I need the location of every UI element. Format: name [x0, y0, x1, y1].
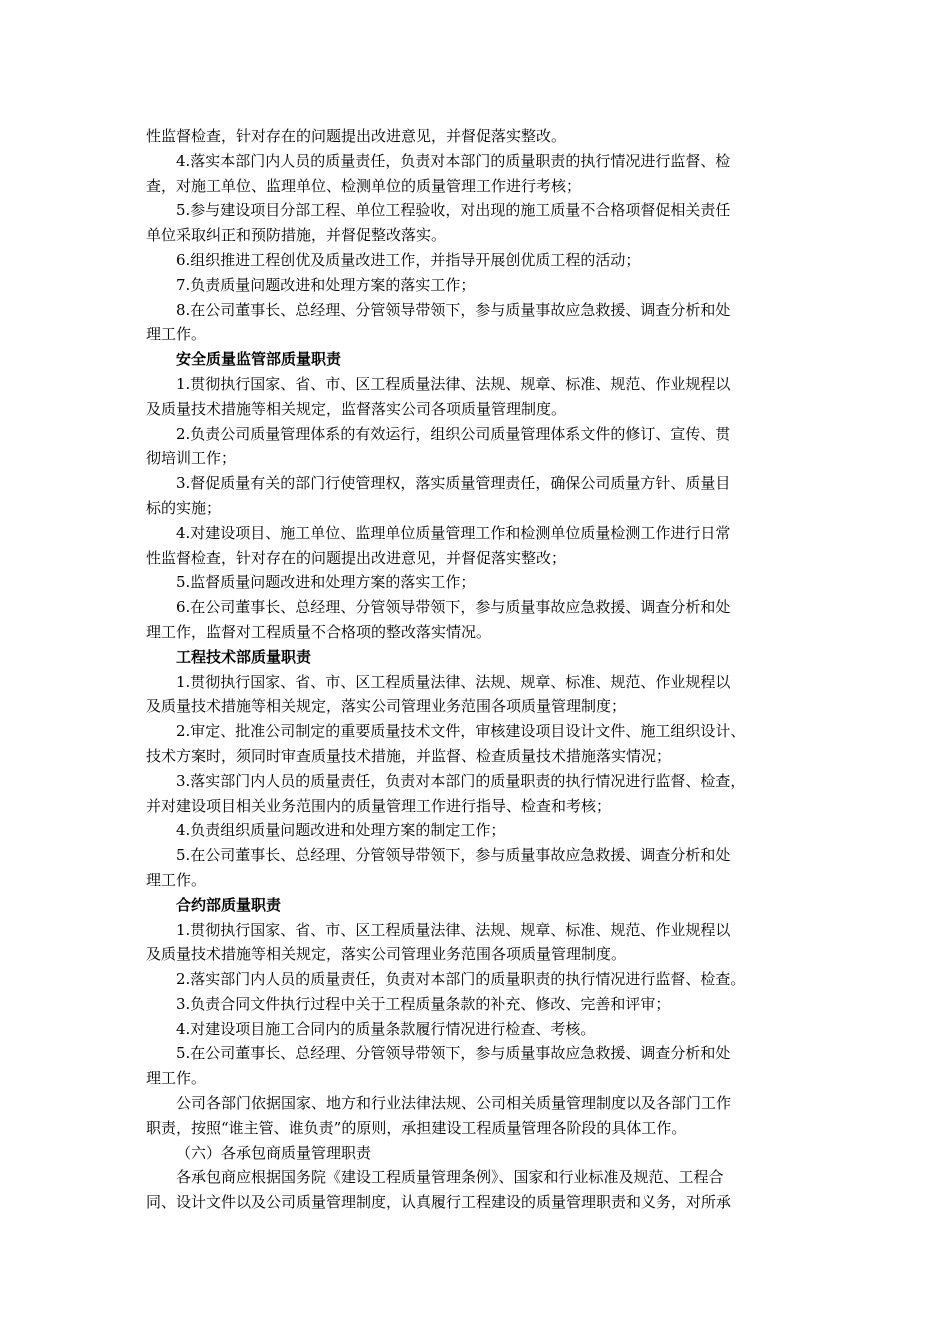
paragraph-line: 3.落实部门内人员的质量责任，负责对本部门的质量职责的执行情况进行监督、检查，: [176, 771, 746, 790]
paragraph-line: 理工作。: [146, 870, 207, 889]
paragraph-line: 彻培训工作；: [146, 449, 237, 468]
paragraph-line: 1.贯彻执行国家、省、市、区工程质量法律、法规、规章、标准、规范、作业规程以: [176, 374, 731, 393]
paragraph-line: 各承包商应根据国务院《建设工程质量管理条例》、国家和行业标准及规范、工程合: [176, 1168, 724, 1187]
section-heading: 合约部质量职责: [176, 895, 282, 914]
paragraph-line: 标的实施；: [146, 498, 222, 517]
paragraph-line: 7.负责质量问题改进和处理方案的落实工作；: [176, 275, 476, 294]
paragraph-line: 职责，按照“谁主管、谁负责”的原则，承担建设工程质量管理各阶段的具体工作。: [146, 1118, 687, 1137]
section-heading: 工程技术部质量职责: [176, 647, 312, 666]
paragraph-line: 5.参与建设项目分部工程、单位工程验收，对出现的施工质量不合格项督促相关责任: [176, 201, 731, 220]
paragraph-line: 性监督检查，针对存在的问题提出改进意见，并督促落实整改。: [146, 127, 567, 145]
paragraph-line: 性监督检查，针对存在的问题提出改进意见，并督促落实整改；: [146, 548, 567, 567]
paragraph-line: 3.负责合同文件执行过程中关于工程质量条款的补充、修改、完善和评审；: [176, 994, 671, 1013]
paragraph-line: 2.落实部门内人员的质量责任，负责对本部门的质量职责的执行情况进行监督、检查。: [176, 970, 746, 989]
paragraph-line: 公司各部门依据国家、地方和行业法律法规、公司相关质量管理制度以及各部门工作: [176, 1094, 732, 1113]
paragraph-line: 理工作，监督对工程质量不合格项的整改落实情况。: [146, 622, 492, 641]
paragraph-line: （六）各承包商质量管理职责: [176, 1143, 372, 1162]
paragraph-line: 及质量技术措施等相关规定，落实公司管理业务范围各项质量管理制度。: [146, 945, 627, 964]
paragraph-line: 1.贯彻执行国家、省、市、区工程质量法律、法规、规章、标准、规范、作业规程以: [176, 920, 731, 939]
paragraph-line: 同、设计文件以及公司质量管理制度，认真履行工程建设的质量管理职责和义务，对所承: [146, 1193, 732, 1212]
paragraph-line: 5.在公司董事长、总经理、分管领导带领下，参与质量事故应急救援、调查分析和处: [176, 1044, 731, 1063]
paragraph-line: 1.贯彻执行国家、省、市、区工程质量法律、法规、规章、标准、规范、作业规程以: [176, 672, 731, 691]
document-body: [146, 124, 806, 1215]
paragraph-line: 4.负责组织质量问题改进和处理方案的制定工作；: [176, 821, 506, 840]
paragraph-line: 5.在公司董事长、总经理、分管领导带领下，参与质量事故应急救援、调查分析和处: [176, 846, 731, 865]
paragraph-line: 4.对建设项目施工合同内的质量条款履行情况进行检查、考核。: [176, 1019, 596, 1038]
paragraph-line: 单位采取纠正和预防措施，并督促整改落实。: [146, 226, 447, 245]
paragraph-line: 5.监督质量问题改进和处理方案的落实工作；: [176, 573, 476, 592]
paragraph-line: 及质量技术措施等相关规定，监督落实公司各项质量管理制度。: [146, 399, 567, 418]
paragraph-line: 6.组织推进工程创优及质量改进工作，并指导开展创优质工程的活动；: [176, 250, 641, 269]
paragraph-line: 查，对施工单位、监理单位、检测单位的质量管理工作进行考核；: [146, 176, 582, 195]
paragraph-line: 8.在公司董事长、总经理、分管领导带领下，参与质量事故应急救援、调查分析和处: [176, 300, 731, 319]
paragraph-line: 4.对建设项目、施工单位、监理单位质量管理工作和检测单位质量检测工作进行日常: [176, 523, 731, 542]
paragraph-line: 2.负责公司质量管理体系的有效运行，组织公司质量管理体系文件的修订、宣传、贯: [176, 424, 731, 443]
paragraph-line: 并对建设项目相关业务范围内的质量管理工作进行指导、检查和考核；: [146, 796, 612, 815]
paragraph-line: 4.落实本部门内人员的质量责任，负责对本部门的质量职责的执行情况进行监督、检: [176, 151, 731, 170]
paragraph-line: 理工作。: [146, 325, 207, 344]
paragraph-line: 技术方案时，须同时审查质量技术措施，并监督、检查质量技术措施落实情况；: [146, 746, 672, 765]
paragraph-line: 6.在公司董事长、总经理、分管领导带领下，参与质量事故应急救援、调查分析和处: [176, 598, 731, 617]
paragraph-line: 3.督促质量有关的部门行使管理权，落实质量管理责任，确保公司质量方针、质量目: [176, 474, 731, 493]
paragraph-line: 理工作。: [146, 1069, 207, 1088]
section-heading: 安全质量监管部质量职责: [176, 350, 342, 369]
paragraph-line: 及质量技术措施等相关规定，落实公司管理业务范围各项质量管理制度；: [146, 697, 627, 716]
paragraph-line: 2.审定、批准公司制定的重要质量技术文件，审核建设项目设计文件、施工组织设计、: [176, 722, 746, 741]
